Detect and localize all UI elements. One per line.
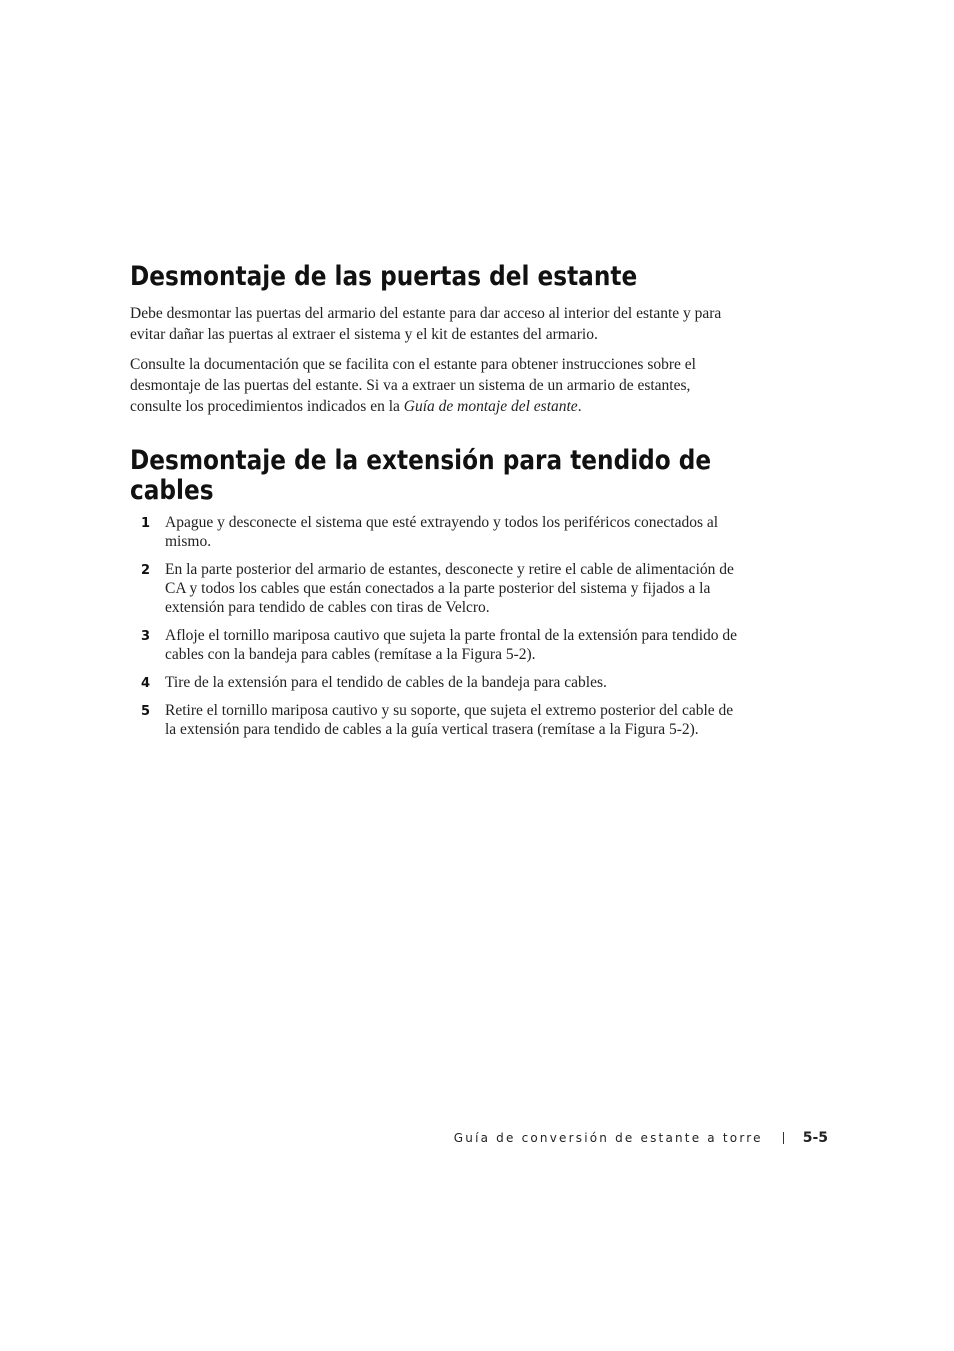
paragraph-consult-docs-end: . <box>577 398 582 415</box>
footer-document-title: Guía de conversión de estante a torre <box>453 1131 763 1145</box>
step-number: 2 <box>141 563 151 578</box>
paragraph-consult-docs <box>130 354 740 417</box>
rack-guide-title: Guía de montaje del estante <box>403 398 578 415</box>
step-number: 3 <box>141 629 151 644</box>
paragraph-remove-doors: Debe desmontar las puertas del armario del estante para dar acceso al interior del estante y para evitar dañar las puertas al extraer el sistema y el kit de estantes del armario. <box>130 305 722 343</box>
procedure-step <box>130 626 740 664</box>
procedure-steps-list <box>130 513 740 748</box>
section-heading-cable-arm: Desmontaje de la extensión para tendido de cables <box>130 445 712 506</box>
procedure-step <box>130 513 740 551</box>
procedure-step <box>130 560 740 617</box>
step-text: Apague y desconecte el sistema que esté extrayendo y todos los periféricos conectados al mismo. <box>165 514 719 550</box>
procedure-step <box>130 701 740 739</box>
step-text: Afloje el tornillo mariposa cautivo que sujeta la parte frontal de la extensión para tendido de cables con la bandeja para cables (remítase a la Figura 5-2). <box>165 627 738 663</box>
page-number: 5-5 <box>802 1130 828 1146</box>
step-number: 5 <box>141 704 151 719</box>
step-text: Tire de la extensión para el tendido de cables de la bandeja para cables. <box>165 674 607 691</box>
step-text: En la parte posterior del armario de estantes, desconecte y retire el cable de alimentación de CA y todos los cables que están conectados a la parte posterior del sistema y fijados a la extensión para tendido de cables con tiras de Velcro. <box>165 561 734 616</box>
footer-divider <box>783 1132 784 1144</box>
section-heading-rack-doors: Desmontaje de las puertas del estante <box>130 261 638 292</box>
paragraph-consult-docs-text: Consulte la documentación que se facilita con el estante para obtener instrucciones sobre el desmontaje de las puertas del estante. Si va a extraer un sistema de un armario de estantes, consulte los procedimientos indicados en la <box>130 356 696 415</box>
step-number: 1 <box>141 516 151 531</box>
page-footer <box>454 1130 828 1146</box>
step-text: Retire el tornillo mariposa cautivo y su soporte, que sujeta el extremo posterior del cable de la extensión para tendido de cables a la guía vertical trasera (remítase a la Figura 5-2). <box>165 702 734 738</box>
step-number: 4 <box>141 676 151 691</box>
procedure-step <box>130 673 740 692</box>
